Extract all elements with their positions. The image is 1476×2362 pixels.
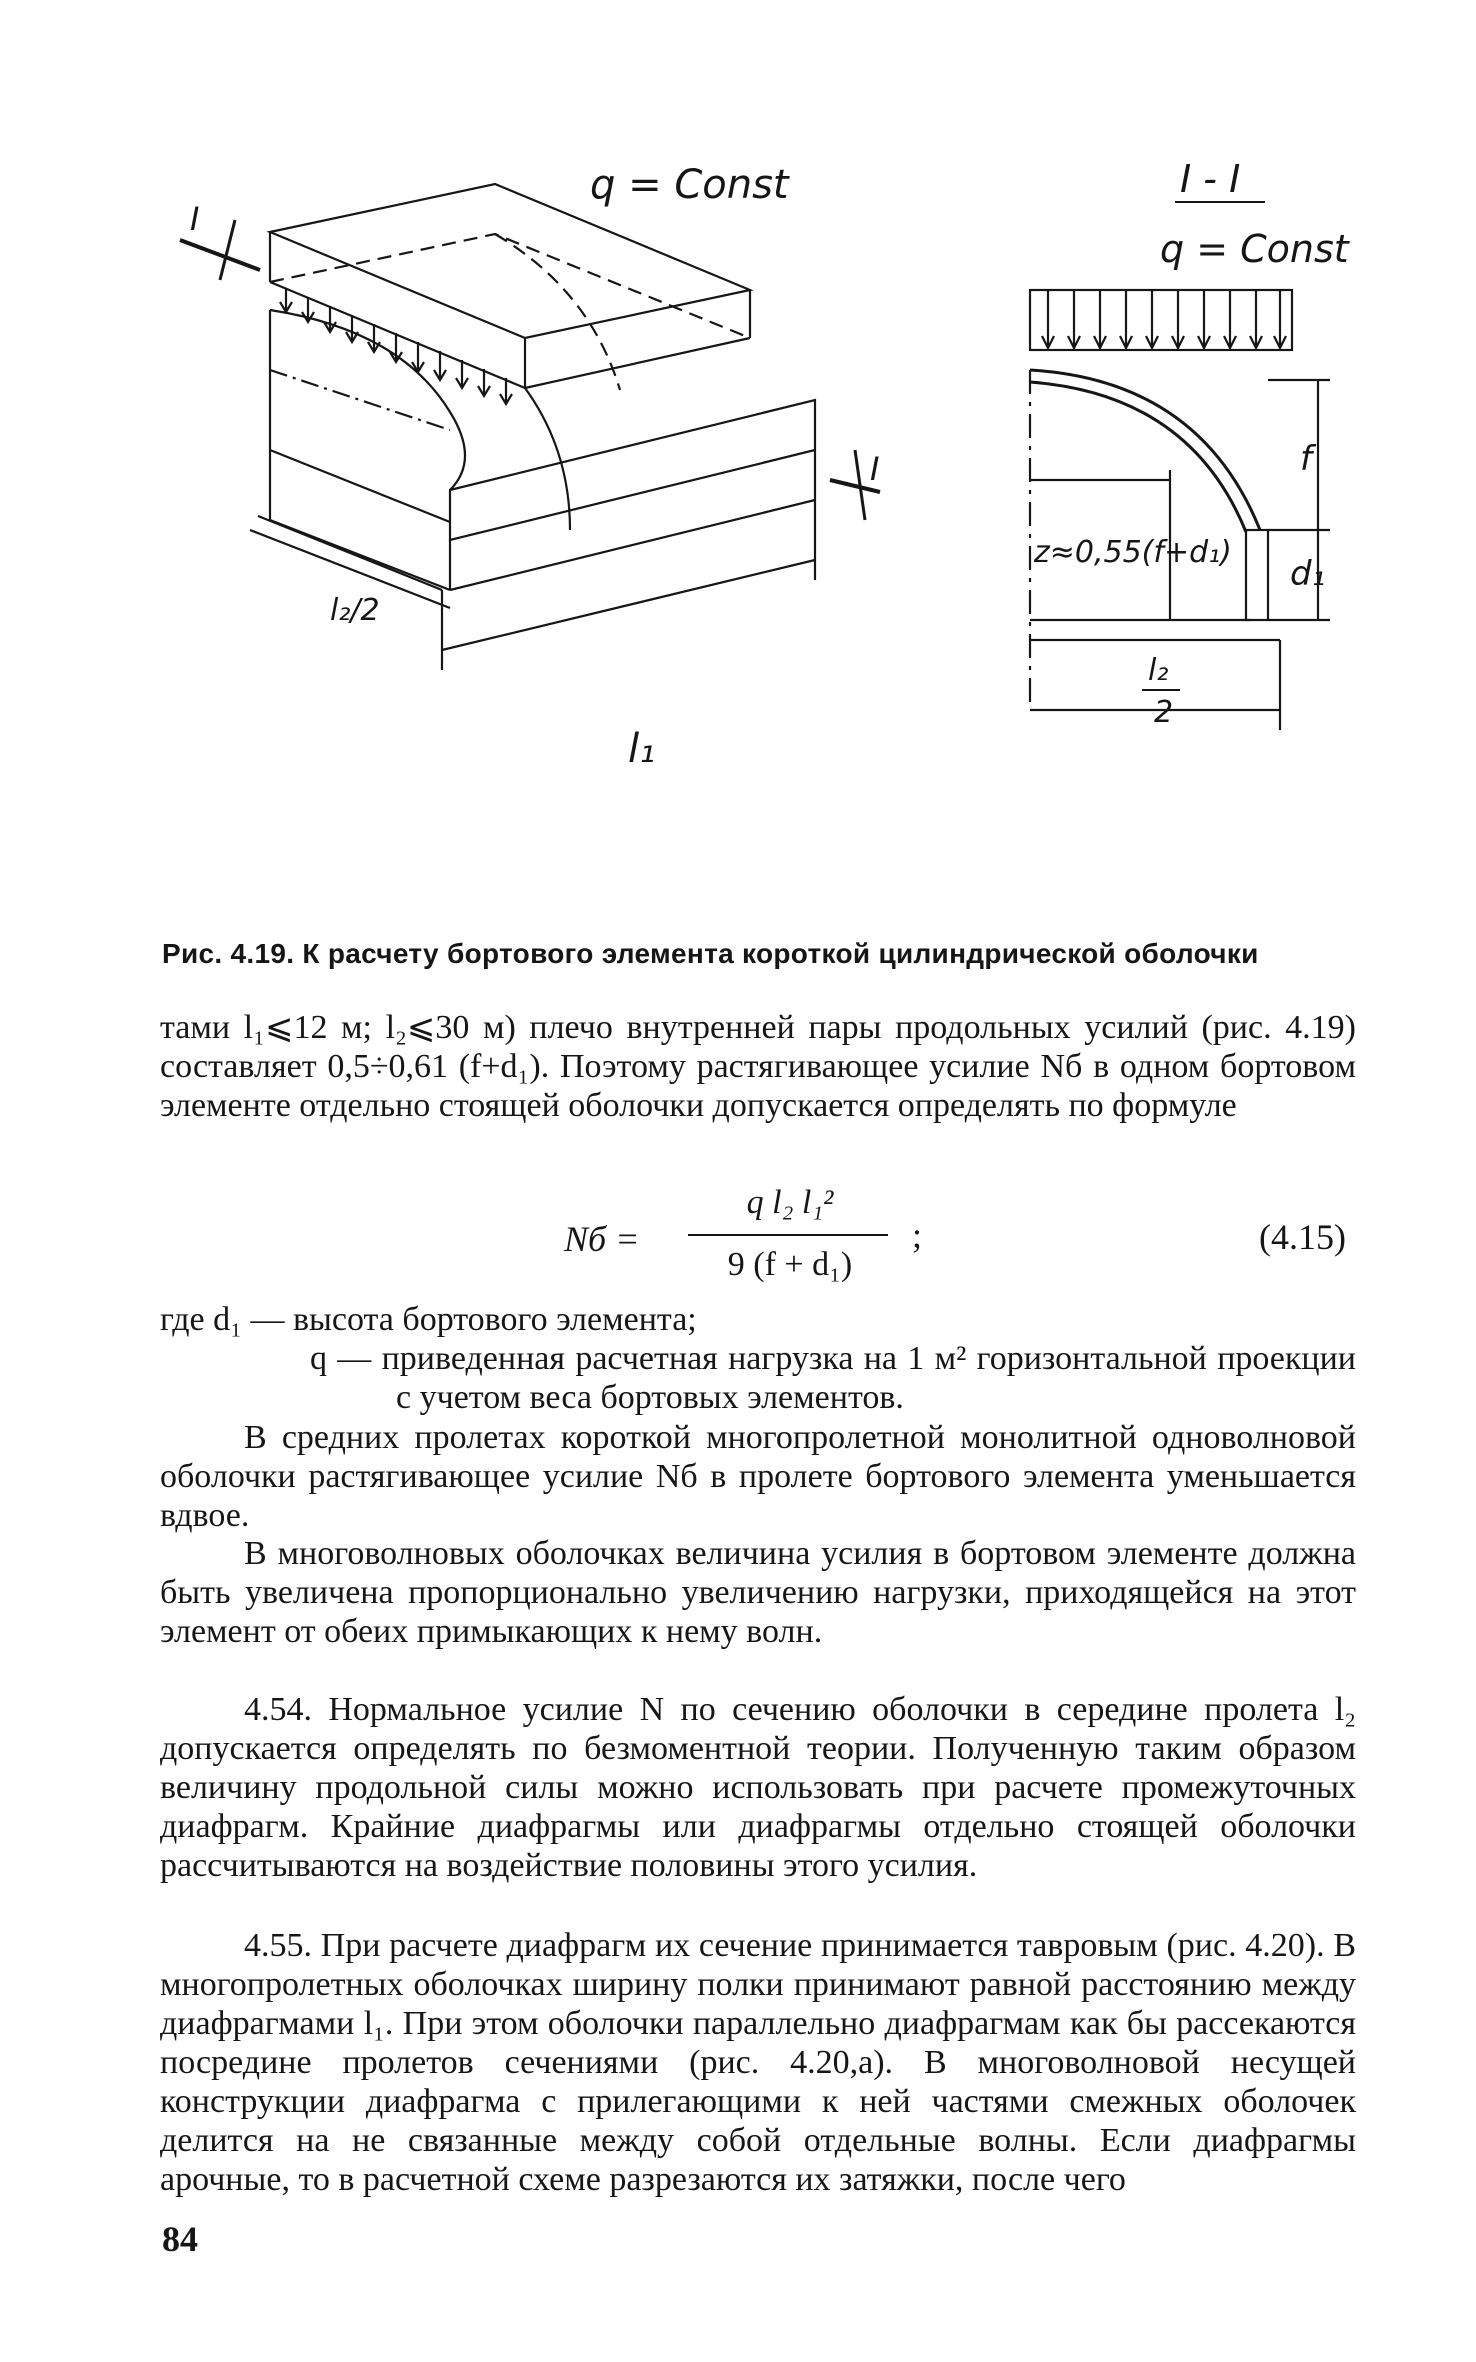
- q-const-label-right: q = Const: [1160, 227, 1349, 271]
- section-mark-right: I: [870, 450, 880, 488]
- paragraph-2: В средних пролетах короткой многопролетной монолитной одноволновой оболочки растягивающее усилие Nб в пролете бортового элемента уменьшается вдвое.: [160, 1419, 1356, 1534]
- section-title: I - I: [1180, 157, 1241, 201]
- figure-4-19: [150, 150, 1380, 930]
- paragraph-4: 4.54. Нормальное усилие N по сечению оболочки в середине пролета l₂ допускается определять по безмоментной теории. Полученную таким образом величину продольной силы можно использовать при расчете промежуточных диафрагм. Крайние диафрагмы или диафрагмы отдельно стоящей оболочки рассчитываются на воздействие половины этого усилия.: [160, 1691, 1356, 1884]
- d1-label: d₁: [1290, 554, 1326, 594]
- paragraph-3: В многоволновых оболочках величина усилия в бортовом элементе должна быть увеличена пропорционально увеличению нагрузки, приходящейся на этот элемент от обеих примыкающих к нему волн.: [160, 1535, 1356, 1650]
- load-arrows-left: [280, 288, 512, 404]
- formula-lhs: Nб =: [564, 1219, 640, 1259]
- q-const-label-left: q = Const: [590, 162, 789, 208]
- definition-q: q — приведенная расчетная нагрузка на 1 м² горизонтальной проекции с учетом веса бортовых элементов.: [310, 1340, 1356, 1416]
- load-arrows-right: [1042, 290, 1286, 348]
- f-label: f: [1300, 439, 1312, 479]
- formula-semicolon: ;: [912, 1215, 923, 1255]
- formula-numerator: q l₂ l₁²: [746, 1184, 834, 1221]
- paragraph-5: 4.55. При расчете диафрагм их сечение принимается тавровым (рис. 4.20). В многопролетных оболочках ширину полки принимают равной расстоянию между диафрагмами l₁. При этом оболочки параллельно диафрагмам как бы рассекаются посредине пролетов сечениями (рис. 4.20,а). В многоволновой несущей конструкции диафрагма с прилегающими к ней частями смежных оболочек делится на не связанные между собой отдельные волны. Если диафрагмы арочные, то в расчетной схеме разрезаются их затяжки, после чего: [160, 1927, 1356, 2198]
- shell-diagram: [150, 150, 1380, 930]
- paragraph-1: тами l₁⩽12 м; l₂⩽30 м) плечо внутренней пары продольных усилий (рис. 4.19) составляет 0,5÷0,61 (f+d₁). Поэтому растягивающее усилие Nб в одном бортовом элементе отдельно стоящей оболочки допускается определять по формуле: [160, 1009, 1356, 1124]
- where-definitions: [160, 1300, 1356, 1417]
- equation-number: (4.15): [1259, 1217, 1346, 1257]
- page-number: 84: [162, 2219, 198, 2259]
- figure-caption: Рис. 4.19. К расчету бортового элемента короткой цилиндрической оболочки: [162, 938, 1259, 969]
- definition-d1: где d₁ — высота бортового элемента;: [160, 1301, 697, 1338]
- l2-numerator-label: l₂: [1148, 653, 1169, 688]
- section-mark-left: I: [190, 200, 200, 238]
- formula-denominator: 9 (f + d₁): [727, 1246, 853, 1283]
- section-drawing: [1030, 290, 1330, 730]
- edge-beam: [450, 400, 815, 540]
- l1-label: l₁: [628, 726, 656, 772]
- l2-denominator-label: 2: [1154, 695, 1174, 730]
- l2-half-label-left: l₂/2: [330, 593, 380, 628]
- formula-4-15: [160, 1184, 1356, 1314]
- fraction-bar: [688, 1234, 888, 1236]
- z-label: z≈0,55(f+d₁): [1034, 535, 1232, 570]
